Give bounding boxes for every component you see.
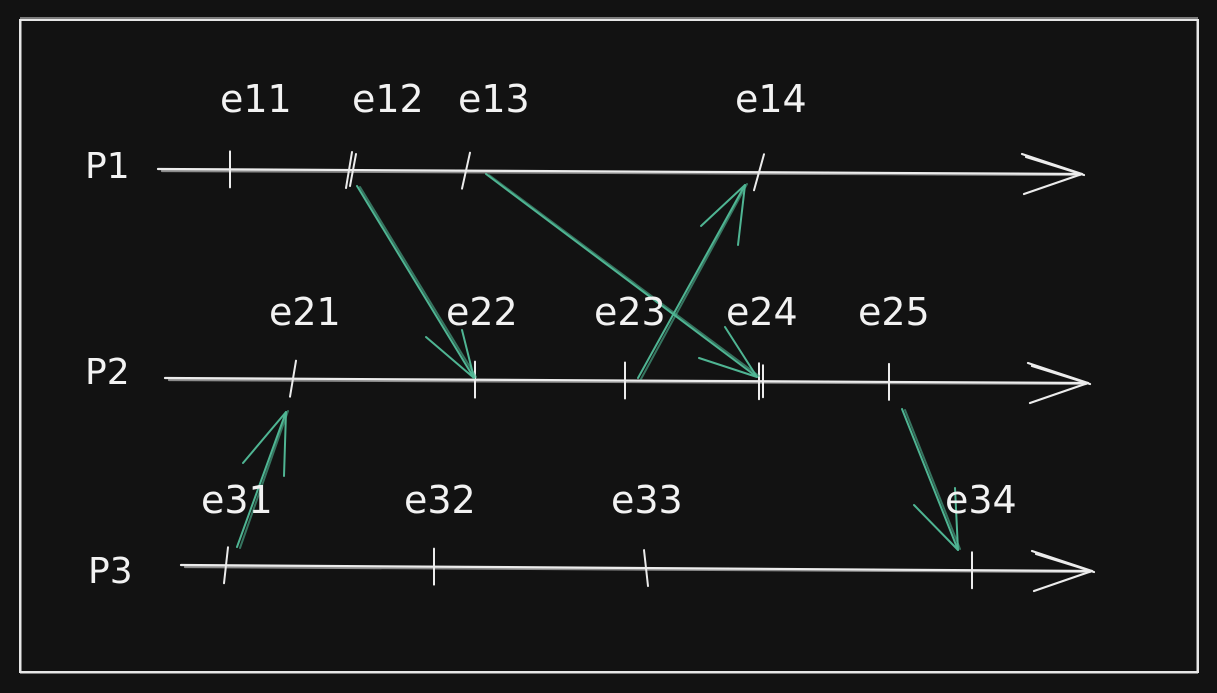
event-label-e11: e11 xyxy=(220,77,292,121)
message-line xyxy=(486,174,757,377)
message-arrows xyxy=(237,174,960,550)
event-label-e31: e31 xyxy=(201,478,273,522)
message-e23-to-e14 xyxy=(638,184,747,379)
process-label-p1: P1 xyxy=(85,146,130,187)
diagram-frame xyxy=(20,20,1198,672)
event-label-e33: e33 xyxy=(611,478,683,522)
event-label-e21: e21 xyxy=(269,290,341,334)
message-line xyxy=(357,186,474,378)
event-label-e22: e22 xyxy=(446,290,518,334)
message-arrow-head xyxy=(243,412,286,476)
labels xyxy=(85,77,1017,592)
diagram-frame-sketch xyxy=(21,18,1197,673)
message-line-sketch xyxy=(360,187,476,377)
event-label-e23: e23 xyxy=(594,290,666,334)
event-label-e24: e24 xyxy=(726,290,798,334)
event-ticks xyxy=(224,151,972,588)
event-label-e32: e32 xyxy=(404,478,476,522)
message-line-sketch xyxy=(641,184,747,379)
event-label-e13: e13 xyxy=(458,77,530,121)
message-line xyxy=(638,185,745,378)
event-label-e25: e25 xyxy=(858,290,930,334)
message-e12-to-e22 xyxy=(357,186,476,378)
event-label-e14: e14 xyxy=(735,77,807,121)
message-e13-to-e24 xyxy=(486,174,759,377)
message-arrow-head xyxy=(701,185,745,245)
process-label-p2: P2 xyxy=(85,352,130,393)
event-label-e12: e12 xyxy=(352,77,424,121)
event-label-e34: e34 xyxy=(945,478,1017,522)
process-label-p3: P3 xyxy=(88,551,133,592)
message-line-sketch xyxy=(489,175,759,376)
